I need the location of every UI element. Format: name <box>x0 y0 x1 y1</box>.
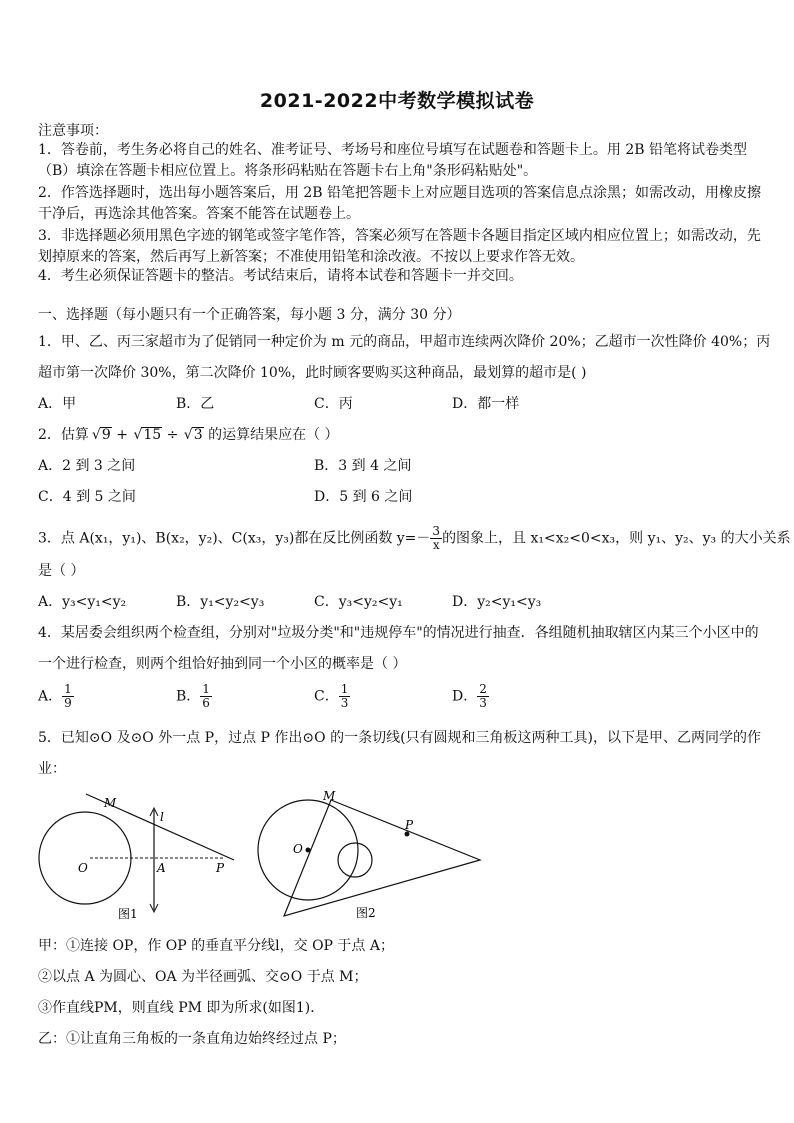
plus-sign: + <box>111 427 133 443</box>
notice-line: 划掉原来的答案，然后再写上新答案；不准使用铅笔和涂改液。不按以上要求作答无效。 <box>38 249 584 265</box>
fraction-3-over-x <box>430 525 442 552</box>
question-2-text <box>38 425 339 445</box>
fraction-denominator: 3 <box>479 696 487 710</box>
question-5-text: 5．已知⊙O 及⊙O 外一点 P，过点 P 作出⊙O 的一条切线(只有圆规和三角板这两种工具)，以下是甲、乙两同学的作 <box>38 730 761 746</box>
section-heading: 一、选择题（每小题只有一个正确答案，每小题 3 分，满分 30 分） <box>38 307 461 323</box>
label-a: A <box>157 861 166 875</box>
question-5-text: 业： <box>38 761 66 777</box>
divide-sign: ÷ <box>162 427 183 443</box>
label-l: l <box>160 810 164 824</box>
question-4-option-c <box>314 683 350 710</box>
option-label: D． <box>452 688 478 705</box>
fraction-denominator: 9 <box>64 696 72 710</box>
question-2-option-c: C．4 到 5 之间 <box>38 489 136 505</box>
point-o <box>306 848 311 853</box>
option-label: C． <box>314 688 339 705</box>
solution-step: 乙：①让直角三角板的一条直角边始终经过点 P； <box>38 1031 346 1047</box>
figure-2-caption: 图2 <box>356 906 376 920</box>
label-p: P <box>216 861 225 875</box>
label-p: P <box>405 818 414 832</box>
option-fraction <box>339 683 351 710</box>
question-1-text: 1．甲、乙、丙三家超市为了促销同一种定价为 m 元的商品，甲超市连续两次降价 20%；乙超市一次性降价 40%；丙 <box>38 334 771 350</box>
point-p <box>405 832 410 837</box>
question-3-text: 是（ ） <box>38 563 85 579</box>
solution-step: 甲：①连接 OP，作 OP 的垂直平分线l，交 OP 于点 A； <box>38 938 394 954</box>
question-1-option-c: C．丙 <box>314 396 353 412</box>
fraction-numerator: 3 <box>432 524 441 538</box>
question-2-option-d: D．5 到 6 之间 <box>314 489 413 505</box>
fraction-numerator: 1 <box>64 682 72 696</box>
question-1-option-a: A．甲 <box>38 396 77 412</box>
solution-step: ②以点 A 为圆心、OA 为半径画弧、交⊙O 于点 M； <box>38 969 368 985</box>
label-m: M <box>104 796 117 810</box>
label-m: M <box>323 789 336 803</box>
notice-heading: 注意事项： <box>38 123 108 139</box>
question-4-option-a <box>38 683 74 710</box>
question-3-option-a: A．y₃<y₁<y₂ <box>38 594 127 610</box>
figure-1-caption: 图1 <box>118 907 138 921</box>
sqrt-3: √ 3 <box>192 427 204 442</box>
option-fraction <box>62 683 74 710</box>
question-3-prefix: 3．点 A(x₁，y₁)、B(x₂，y₂)、C(x₃，y₃)都在反比例函数 y=－ <box>38 530 431 547</box>
figure-2 <box>255 788 495 925</box>
question-1-text: 超市第一次降价 30%，第二次降价 10%，此时顾客要购买这种商品，最划算的超市是( ) <box>38 365 587 381</box>
label-o: O <box>78 861 88 875</box>
question-3-option-c: C．y₃<y₂<y₁ <box>314 594 403 610</box>
fraction-denominator: 6 <box>202 696 210 710</box>
question-3-option-b: B．y₁<y₂<y₃ <box>176 594 265 610</box>
question-1-option-d: D．都一样 <box>452 396 520 412</box>
fraction-numerator: 2 <box>479 682 487 696</box>
figure-1 <box>30 790 245 925</box>
question-2-option-b: B．3 到 4 之间 <box>314 458 412 474</box>
question-3-text <box>38 525 791 552</box>
notice-line: 4．考生必须保证答题卡的整洁。考试结束后，请将本试卷和答题卡一并交回。 <box>38 268 523 284</box>
question-2-prefix: 2．估算 <box>38 427 89 443</box>
question-2-option-a: A．2 到 3 之间 <box>38 458 136 474</box>
notice-line: 2．作答选择题时，选出每小题答案后，用 2B 铅笔把答题卡上对应题目选项的答案信息点涂黑；如需改动，用橡皮擦 <box>38 185 761 201</box>
question-1-option-b: B．乙 <box>176 396 215 412</box>
fraction-denominator: 3 <box>340 696 349 710</box>
question-4-option-b <box>176 683 212 710</box>
option-fraction <box>200 683 212 710</box>
notice-line: （B）填涂在答题卡相应位置上。将条形码粘贴在答题卡右上角"条形码粘贴处"。 <box>38 163 538 179</box>
question-4-option-d <box>452 683 489 710</box>
notice-line: 干净后，再选涂其他答案。答案不能答在试题卷上。 <box>38 206 360 222</box>
notice-line: 3．非选择题必须用黑色字迹的钢笔或签字笔作答，答案必须写在答题卡各题目指定区域内相应位置上；如需改动，先 <box>38 228 761 244</box>
question-4-text: 4．某居委会组织两个检查组，分别对"垃圾分类"和"违规停车"的情况进行抽查．各组随机抽取辖区内某三个小区中的 <box>38 625 759 641</box>
notice-line: 1．答卷前，考生务必将自己的姓名、准考证号、考场号和座位号填写在试题卷和答题卡上。用 2B 铅笔将试卷类型 <box>38 142 747 158</box>
solution-step: ③作直线PM，则直线 PM 即为所求(如图1)． <box>38 1000 325 1016</box>
sqrt-15: √ 15 <box>141 427 162 442</box>
fraction-denominator: x <box>432 538 440 552</box>
question-4-text: 一个进行检查，则两个组恰好抽到同一个小区的概率是（ ） <box>38 656 407 672</box>
question-3-option-d: D．y₂<y₁<y₃ <box>452 594 542 610</box>
option-label: B． <box>176 688 201 705</box>
option-label: A． <box>38 688 63 705</box>
fraction-numerator: 1 <box>202 682 210 696</box>
fraction-numerator: 1 <box>340 682 349 696</box>
sqrt-9: √ 9 <box>100 427 112 442</box>
right-triangle <box>284 800 480 916</box>
question-2-suffix: 的运算结果应在（ ） <box>203 427 339 443</box>
page-title: 2021-2022中考数学模拟试卷 <box>259 90 535 112</box>
option-fraction <box>477 683 489 710</box>
small-circle <box>338 843 372 877</box>
label-o: O <box>293 842 303 856</box>
question-3-suffix: 的图象上，且 x₁<x₂<0<x₃，则 y₁、y₂、y₃ 的大小关系 <box>442 530 791 547</box>
